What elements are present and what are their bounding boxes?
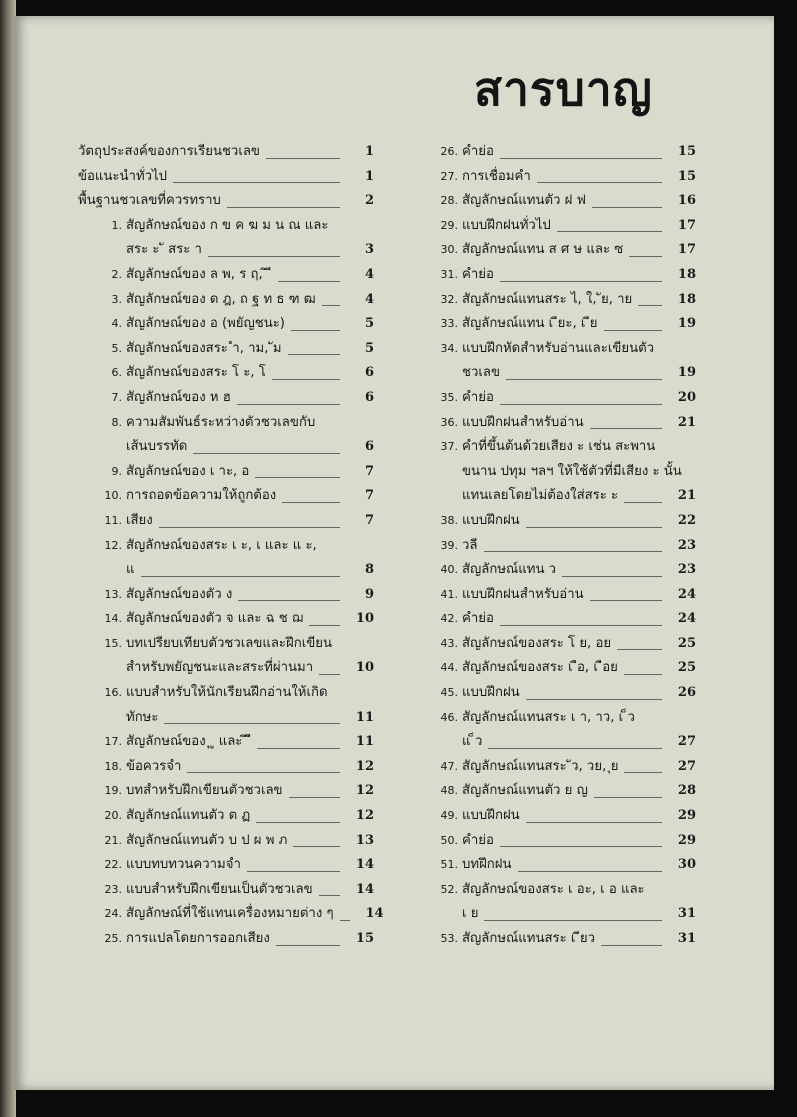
toc-entry-number: 31. xyxy=(440,267,458,281)
toc-entry xyxy=(78,140,374,165)
toc-entry-page: 21 xyxy=(677,414,696,430)
toc-leader-line xyxy=(319,895,340,896)
toc-entry-number: 49. xyxy=(440,809,458,823)
toc-leader-line xyxy=(526,822,662,823)
toc-leader-line xyxy=(340,920,350,921)
toc-leader-line xyxy=(164,723,340,724)
toc-entry-title: สัญลักษณ์ของตัว ง xyxy=(126,586,233,602)
toc-entry xyxy=(414,337,696,386)
toc-entry-page: 9 xyxy=(364,586,374,602)
toc-entry-page: 13 xyxy=(355,832,374,848)
toc-entry-page: 17 xyxy=(677,242,696,258)
toc-leader-line xyxy=(255,477,340,478)
toc-entry-title: ข้อแนะนำทั่วไป xyxy=(78,168,168,184)
toc-entry-number: 27. xyxy=(440,169,458,183)
toc-entry-number: 19. xyxy=(104,784,122,798)
toc-entry-number: 18. xyxy=(104,759,122,773)
toc-entry-page: 29 xyxy=(677,808,696,824)
toc-leader-line xyxy=(173,182,340,183)
toc-entry xyxy=(414,140,696,165)
toc-leader-line xyxy=(500,625,662,626)
toc-entry-page: 5 xyxy=(364,340,374,356)
toc-entry xyxy=(78,337,374,362)
toc-entry-number: 9. xyxy=(111,464,122,478)
toc-entry xyxy=(78,214,374,263)
toc-entry-page: 30 xyxy=(677,857,696,873)
toc-leader-line xyxy=(590,428,662,429)
toc-right-column xyxy=(414,140,696,952)
toc-entry-number: 14. xyxy=(104,612,122,626)
toc-entry xyxy=(78,902,384,927)
toc-entry xyxy=(414,509,696,534)
toc-entry-number: 4. xyxy=(111,317,122,331)
toc-entry-number: 16. xyxy=(104,686,122,700)
toc-entry-title: สระ ะ ั สระ า xyxy=(126,242,202,258)
toc-entry-title: คำย่อ xyxy=(462,832,494,848)
toc-entry-page: 22 xyxy=(677,512,696,528)
toc-entry-number: 47. xyxy=(440,759,458,773)
toc-entry-page: 4 xyxy=(364,266,374,282)
toc-entry-title: วลี xyxy=(462,537,478,553)
toc-leader-line xyxy=(309,625,340,626)
toc-entry xyxy=(414,804,696,829)
toc-entry xyxy=(414,263,696,288)
toc-entry-number: 53. xyxy=(440,932,458,945)
toc-entry-number: 3. xyxy=(111,292,122,306)
toc-entry-page: 19 xyxy=(677,365,696,381)
toc-leader-line xyxy=(484,920,662,921)
toc-entry-page: 23 xyxy=(677,562,696,578)
toc-leader-line xyxy=(293,846,340,847)
toc-entry-page: 27 xyxy=(677,758,696,774)
toc-leader-line xyxy=(592,207,662,208)
toc-entry-page: 14 xyxy=(365,906,384,922)
toc-entry-title: สัญลักษณ์ของ ล พ, ร ฤ, ิ ี xyxy=(126,266,272,282)
toc-leader-line xyxy=(237,404,340,405)
toc-leader-line xyxy=(500,404,662,405)
toc-entry xyxy=(78,460,374,485)
toc-entry-title: การถอดข้อความให้ถูกต้อง xyxy=(126,488,277,504)
toc-entry-title: เสียง xyxy=(126,512,153,528)
toc-entry-title: ความสัมพันธ์ระหว่างตัวชวเลขกับ xyxy=(126,414,316,430)
toc-leader-line xyxy=(629,256,662,257)
toc-entry xyxy=(78,386,374,411)
toc-entry xyxy=(78,681,374,730)
toc-entry-number: 26. xyxy=(440,145,458,158)
toc-entry-title: บทเปรียบเทียบตัวชวเลขและฝึกเขียน xyxy=(126,635,332,651)
toc-entry-page: 8 xyxy=(364,562,374,578)
toc-entry-page: 20 xyxy=(677,389,696,405)
toc-entry-number: 44. xyxy=(440,661,458,675)
toc-entry xyxy=(414,853,696,878)
toc-entry-number: 1. xyxy=(111,218,122,232)
toc-leader-line xyxy=(604,330,662,331)
toc-entry-page: 11 xyxy=(355,734,374,750)
toc-entry xyxy=(414,632,696,657)
toc-leader-line xyxy=(562,576,662,577)
toc-leader-line xyxy=(624,772,662,773)
toc-entry xyxy=(78,411,374,460)
toc-entry-number: 51. xyxy=(440,858,458,872)
toc-entry-title: สัญลักษณ์แทนตัว ต ฏ xyxy=(126,808,251,824)
toc-entry-title: แทนเลยโดยไม่ต้องใส่สระ ะ xyxy=(462,488,619,504)
toc-leader-line xyxy=(193,453,340,454)
toc-leader-line xyxy=(500,281,662,282)
toc-entry-title: สัญลักษณ์ของ ด ฎ, ถ ฐ ท ธ ฑ ฒ xyxy=(126,291,316,307)
toc-entry-title: ขนาน ปทุม ฯลฯ ให้ใช้ตัวที่มีเสียง ะ นั้น xyxy=(462,463,682,479)
toc-leader-line xyxy=(484,551,663,552)
toc-entry-title: แบบสำหรับฝึกเขียนเป็นตัวชวเลข xyxy=(126,881,313,897)
toc-entry-page: 26 xyxy=(677,685,696,701)
toc-entry-title: การเชื่อมคำ xyxy=(462,168,531,184)
toc-entry xyxy=(414,288,696,313)
toc-entry xyxy=(414,755,696,780)
toc-entry xyxy=(78,927,374,952)
toc-entry-title: คำที่ขึ้นต้นด้วยเสียง ะ เช่น สะพาน xyxy=(462,439,656,455)
toc-entry-page: 6 xyxy=(364,439,374,455)
toc-entry xyxy=(414,878,696,927)
toc-entry-page: 18 xyxy=(677,266,696,282)
toc-entry-number: 30. xyxy=(440,243,458,257)
toc-entry-title: สัญลักษณ์ของสระ เ อะ, เ อ และ xyxy=(462,881,645,897)
toc-entry-number: 48. xyxy=(440,784,458,798)
toc-leader-line xyxy=(601,945,662,946)
toc-entry xyxy=(78,484,374,509)
toc-entry-title: สำหรับพยัญชนะและสระที่ผ่านมา xyxy=(126,660,314,676)
toc-entry-page: 21 xyxy=(677,488,696,504)
toc-entry-title: สัญลักษณ์แทนตัว ย ญ xyxy=(462,783,588,799)
toc-entry-page: 14 xyxy=(355,881,374,897)
toc-entry-title: สัญลักษณ์แทนสระ เ า, าว, เ ็ว xyxy=(462,709,635,725)
toc-entry-title: สัญลักษณ์ของสระ เ ือ, เ ือย xyxy=(462,660,618,676)
toc-entry-title: แบบฝึกฝน xyxy=(462,808,520,824)
toc-leader-line xyxy=(208,256,340,257)
toc-entry xyxy=(414,706,696,755)
toc-entry-page: 24 xyxy=(677,611,696,627)
toc-entry-title: สัญลักษณ์ของสระ โ ะ, โ xyxy=(126,365,266,381)
toc-entry-title: สัญลักษณ์ของ เ าะ, อ xyxy=(126,463,250,479)
toc-leader-line xyxy=(238,600,340,601)
toc-entry xyxy=(78,583,374,608)
toc-entry-number: 29. xyxy=(440,218,458,232)
toc-entry-page: 7 xyxy=(364,512,374,528)
toc-entry-page: 15 xyxy=(677,144,696,159)
toc-entry xyxy=(414,927,696,952)
toc-entry-page: 3 xyxy=(364,242,374,258)
toc-entry xyxy=(78,189,374,214)
toc-entry-title: เ ย xyxy=(462,906,479,922)
toc-entry-number: 2. xyxy=(111,267,122,281)
toc-entry xyxy=(78,607,374,632)
toc-leader-line xyxy=(319,674,340,675)
toc-leader-line xyxy=(227,207,340,208)
toc-entry-title: พื้นฐานชวเลขที่ควรทราบ xyxy=(78,193,221,209)
toc-leader-line xyxy=(537,182,662,183)
toc-entry-title: เส้นบรรทัด xyxy=(126,439,188,455)
toc-entry xyxy=(78,288,374,313)
toc-leader-line xyxy=(282,502,340,503)
toc-leader-line xyxy=(288,354,340,355)
toc-entry-page: 4 xyxy=(364,291,374,307)
toc-leader-line xyxy=(276,945,340,946)
toc-leader-line xyxy=(624,674,662,675)
toc-entry xyxy=(414,238,696,263)
toc-entry xyxy=(414,681,696,706)
toc-entry-number: 7. xyxy=(111,390,122,404)
toc-entry-number: 42. xyxy=(440,612,458,626)
toc-entry xyxy=(414,189,696,214)
toc-entry-page: 2 xyxy=(364,193,374,209)
toc-leader-line xyxy=(187,772,340,773)
toc-entry-number: 32. xyxy=(440,292,458,306)
toc-leader-line xyxy=(289,797,340,798)
toc-entry-page: 17 xyxy=(677,217,696,233)
toc-entry-title: คำย่อ xyxy=(462,144,494,159)
toc-entry-page: 18 xyxy=(677,291,696,307)
toc-entry-title: แบบฝึกหัดสำหรับอ่านและเขียนตัว xyxy=(462,340,655,356)
toc-entry xyxy=(414,583,696,608)
toc-entry-number: 37. xyxy=(440,440,458,454)
toc-leader-line xyxy=(291,330,340,331)
toc-entry-page: 24 xyxy=(677,586,696,602)
toc-entry-title: การแปลโดยการออกเสียง xyxy=(126,931,270,946)
toc-entry-title: สัญลักษณ์แทนตัว ฝ ฟ xyxy=(462,193,586,209)
toc-entry-title: สัญลักษณ์แทน ว xyxy=(462,562,557,578)
toc-entry-page: 7 xyxy=(364,488,374,504)
toc-entry-number: 45. xyxy=(440,686,458,700)
toc-entry-number: 24. xyxy=(104,907,122,921)
toc-entry xyxy=(414,214,696,239)
toc-entry-page: 31 xyxy=(677,931,696,946)
toc-entry-title: ข้อควรจำ xyxy=(126,758,182,774)
toc-entry-page: 11 xyxy=(355,709,374,725)
toc-entry-number: 25. xyxy=(104,932,122,945)
toc-entry-number: 17. xyxy=(104,735,122,749)
toc-leader-line xyxy=(500,158,662,159)
toc-entry-number: 33. xyxy=(440,317,458,331)
toc-leader-line xyxy=(257,748,340,749)
toc-leader-line xyxy=(500,846,662,847)
toc-entry-number: 23. xyxy=(104,882,122,896)
toc-entry-number: 13. xyxy=(104,587,122,601)
toc-entry-number: 22. xyxy=(104,858,122,872)
toc-entry-page: 15 xyxy=(677,168,696,184)
toc-leader-line xyxy=(488,748,662,749)
toc-entry-number: 5. xyxy=(111,341,122,355)
toc-entry-title: สัญลักษณ์ที่ใช้แทนเครื่องหมายต่าง ๆ xyxy=(126,906,334,922)
toc-entry xyxy=(78,632,374,681)
toc-entry-number: 35. xyxy=(440,390,458,404)
toc-entry-title: แ ็ว xyxy=(462,734,483,750)
toc-leader-line xyxy=(526,699,662,700)
toc-entry-page: 27 xyxy=(677,734,696,750)
toc-entry-title: คำย่อ xyxy=(462,266,494,282)
toc-entry-page: 12 xyxy=(355,808,374,824)
toc-entry-number: 43. xyxy=(440,636,458,650)
toc-entry-page: 7 xyxy=(364,463,374,479)
toc-entry-title: สัญลักษณ์ของ ห ฮ xyxy=(126,389,231,405)
toc-entry-page: 6 xyxy=(364,389,374,405)
toc-entry-title: แบบฝึกฝน xyxy=(462,685,520,701)
toc-entry-title: สัญลักษณ์ของ อ (พยัญชนะ) xyxy=(126,316,285,332)
toc-leader-line xyxy=(322,305,340,306)
toc-entry-number: 15. xyxy=(104,636,122,650)
toc-leader-line xyxy=(159,527,340,528)
toc-entry xyxy=(414,411,696,436)
toc-entry xyxy=(78,730,374,755)
toc-entry-number: 41. xyxy=(440,587,458,601)
toc-entry-page: 15 xyxy=(355,931,374,946)
toc-entry xyxy=(414,558,696,583)
toc-entry-page: 10 xyxy=(355,660,374,676)
page-title: สารบาญ xyxy=(474,62,653,116)
toc-entry-number: 10. xyxy=(104,489,122,503)
toc-entry xyxy=(414,779,696,804)
toc-entry-title: วัตถุประสงค์ของการเรียนชวเลข xyxy=(78,144,260,159)
toc-leader-line xyxy=(617,649,662,650)
toc-entry-page: 10 xyxy=(355,611,374,627)
toc-leader-line xyxy=(624,502,662,503)
toc-entry-title: สัญลักษณ์ของตัว จ และ ฉ ช ฌ xyxy=(126,611,304,627)
toc-entry-title: สัญลักษณ์แทนสระ ัว, วย, ุย xyxy=(462,758,619,774)
toc-entry xyxy=(414,829,696,854)
toc-entry-page: 5 xyxy=(364,316,374,332)
toc-entry-page: 19 xyxy=(677,316,696,332)
toc-entry-title: สัญลักษณ์ของ ก ข ค ฆ ม น ณ และ xyxy=(126,217,329,233)
toc-entry xyxy=(78,361,374,386)
toc-entry-title: แบบฝึกฝนสำหรับอ่าน xyxy=(462,586,584,602)
toc-entry-page: 14 xyxy=(355,857,374,873)
toc-leader-line xyxy=(518,871,662,872)
toc-entry-title: แบบทบทวนความจำ xyxy=(126,857,241,873)
toc-entry-title: สัญลักษณ์ของ ุ ู และ ึ ื xyxy=(126,734,252,750)
toc-leader-line xyxy=(590,600,662,601)
toc-entry-number: 6. xyxy=(111,366,122,380)
toc-entry-title: แ xyxy=(126,562,135,578)
toc-entry-title: สัญลักษณ์แทนสระ เ ียว xyxy=(462,931,595,946)
toc-entry xyxy=(414,656,696,681)
toc-entry-number: 39. xyxy=(440,538,458,552)
toc-entry xyxy=(78,804,374,829)
toc-leader-line xyxy=(526,527,662,528)
toc-entry-number: 52. xyxy=(440,882,458,896)
toc-entry-number: 8. xyxy=(111,415,122,429)
toc-entry xyxy=(78,263,374,288)
toc-entry xyxy=(78,165,374,190)
toc-entry-number: 34. xyxy=(440,341,458,355)
toc-entry-number: 40. xyxy=(440,563,458,577)
toc-leader-line xyxy=(278,281,340,282)
toc-entry-number: 36. xyxy=(440,415,458,429)
toc-entry-number: 12. xyxy=(104,538,122,552)
toc-entry-number: 21. xyxy=(104,833,122,847)
toc-entry-title: คำย่อ xyxy=(462,389,494,405)
toc-entry xyxy=(414,165,696,190)
toc-entry-page: 25 xyxy=(677,660,696,676)
toc-entry-title: สัญลักษณ์ของสระ ำ, าม, ัม xyxy=(126,340,282,356)
toc-entry-page: 29 xyxy=(677,832,696,848)
toc-entry xyxy=(78,755,374,780)
toc-entry-page: 12 xyxy=(355,758,374,774)
toc-leader-line xyxy=(272,379,340,380)
toc-entry-title: สัญลักษณ์แทน เ ียะ, เ ีย xyxy=(462,316,598,332)
toc-entry-number: 11. xyxy=(104,513,122,527)
toc-entry-page: 25 xyxy=(677,635,696,651)
toc-leader-line xyxy=(594,797,662,798)
toc-entry xyxy=(414,607,696,632)
toc-entry-title: แบบสำหรับให้นักเรียนฝึกอ่านให้เกิด xyxy=(126,685,328,701)
toc-leader-line xyxy=(557,231,662,232)
toc-leader-line xyxy=(256,822,340,823)
toc-entry-page: 28 xyxy=(677,783,696,799)
toc-entry-title: ชวเลข xyxy=(462,365,500,381)
toc-entry xyxy=(414,386,696,411)
toc-entry-page: 1 xyxy=(364,144,374,159)
toc-leader-line xyxy=(638,305,662,306)
toc-entry-page: 23 xyxy=(677,537,696,553)
toc-entry-title: ทักษะ xyxy=(126,709,159,725)
toc-entry-title: แบบฝึกฝน xyxy=(462,512,520,528)
toc-entry-title: แบบฝึกฝนทั่วไป xyxy=(462,217,551,233)
toc-entry xyxy=(78,509,374,534)
toc-entry-number: 28. xyxy=(440,194,458,208)
toc-entry xyxy=(78,853,374,878)
toc-entry-number: 50. xyxy=(440,833,458,847)
toc-entry-page: 6 xyxy=(364,365,374,381)
toc-entry-page: 16 xyxy=(677,193,696,209)
toc-entry-page: 31 xyxy=(677,906,696,922)
toc-entry xyxy=(78,829,374,854)
toc-entry-title: บทสำหรับฝึกเขียนตัวชวเลข xyxy=(126,783,283,799)
toc-entry-number: 46. xyxy=(440,710,458,724)
toc-entry-title: สัญลักษณ์แทนตัว บ ป ผ พ ภ xyxy=(126,832,288,848)
toc-entry xyxy=(78,878,374,903)
toc-entry-title: สัญลักษณ์ของสระ โ ย, อย xyxy=(462,635,612,651)
toc-entry-title: สัญลักษณ์ของสระ เ ะ, เ และ แ ะ, xyxy=(126,537,317,553)
toc-entry-page: 1 xyxy=(364,168,374,184)
toc-left-column xyxy=(78,140,384,952)
toc-entry-title: สัญลักษณ์แทนสระ ไ, ใ, ัย, าย xyxy=(462,291,633,307)
toc-leader-line xyxy=(141,576,341,577)
toc-entry-number: 38. xyxy=(440,513,458,527)
toc-entry xyxy=(78,312,374,337)
toc-entry-page: 12 xyxy=(355,783,374,799)
toc-entry xyxy=(414,312,696,337)
toc-entry xyxy=(414,534,696,559)
toc-entry xyxy=(414,435,696,509)
toc-entry-title: แบบฝึกฝนสำหรับอ่าน xyxy=(462,414,584,430)
toc-entry-title: สัญลักษณ์แทน ส ศ ษ และ ซ xyxy=(462,242,624,258)
toc-entry xyxy=(78,534,374,583)
toc-leader-line xyxy=(266,158,340,159)
toc-entry-title: บทฝึกฝน xyxy=(462,857,512,873)
toc-entry-title: คำย่อ xyxy=(462,611,494,627)
toc-entry-number: 20. xyxy=(104,809,122,823)
toc-leader-line xyxy=(506,379,662,380)
toc-entry xyxy=(78,779,374,804)
toc-leader-line xyxy=(247,871,340,872)
